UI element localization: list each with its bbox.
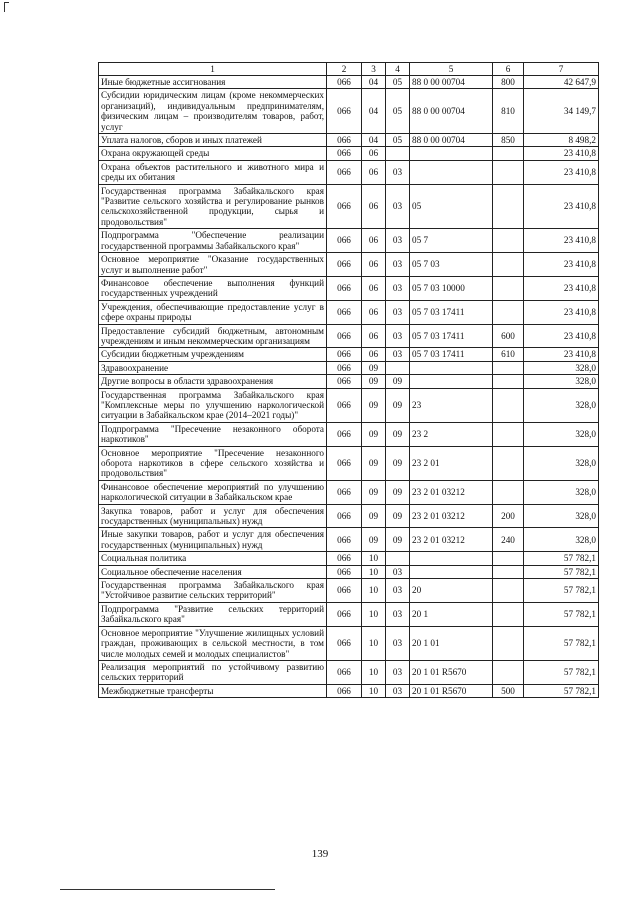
- row-code-cell: 066: [327, 504, 362, 528]
- row-code-cell: 066: [327, 388, 362, 422]
- row-amount-cell: 23 410,8: [524, 253, 599, 277]
- row-expense-type-cell: [493, 160, 524, 184]
- row-name-cell: Субсидии бюджетным учреждениям: [99, 348, 327, 361]
- row-target-cell: [410, 552, 493, 565]
- row-expense-type-cell: [493, 660, 524, 684]
- row-section-cell: 09: [362, 446, 386, 480]
- row-amount-cell: 57 782,1: [524, 684, 599, 697]
- row-amount-cell: 328,0: [524, 528, 599, 552]
- row-subsection-cell: 03: [386, 253, 410, 277]
- row-section-cell: 09: [362, 504, 386, 528]
- row-subsection-cell: 03: [386, 660, 410, 684]
- row-code-cell: 066: [327, 89, 362, 134]
- column-header: 2: [327, 63, 362, 76]
- row-target-cell: 20 1 01: [410, 626, 493, 660]
- row-name-cell: Межбюджетные трансферты: [99, 684, 327, 697]
- row-section-cell: 04: [362, 89, 386, 134]
- row-code-cell: 066: [327, 602, 362, 626]
- row-target-cell: [410, 147, 493, 160]
- row-expense-type-cell: 800: [493, 76, 524, 89]
- table-row: [99, 134, 599, 147]
- row-amount-cell: 23 410,8: [524, 348, 599, 361]
- row-amount-cell: 23 410,8: [524, 147, 599, 160]
- row-expense-type-cell: [493, 480, 524, 504]
- row-name-cell: Предоставление субсидий бюджетным, автономным учреждениям и иным некоммерческим организациям: [99, 324, 327, 348]
- row-target-cell: 05 7 03: [410, 253, 493, 277]
- row-amount-cell: 23 410,8: [524, 184, 599, 229]
- row-expense-type-cell: [493, 184, 524, 229]
- row-section-cell: 10: [362, 660, 386, 684]
- row-expense-type-cell: [493, 388, 524, 422]
- row-section-cell: 10: [362, 684, 386, 697]
- row-expense-type-cell: 240: [493, 528, 524, 552]
- row-amount-cell: 34 149,7: [524, 89, 599, 134]
- row-target-cell: 23 2 01 03212: [410, 480, 493, 504]
- table-row: [99, 480, 599, 504]
- row-section-cell: 09: [362, 375, 386, 388]
- row-section-cell: 06: [362, 160, 386, 184]
- row-code-cell: 066: [327, 660, 362, 684]
- row-subsection-cell: 03: [386, 184, 410, 229]
- row-amount-cell: 328,0: [524, 361, 599, 374]
- table-row: [99, 348, 599, 361]
- row-subsection-cell: 03: [386, 324, 410, 348]
- row-subsection-cell: 09: [386, 375, 410, 388]
- row-subsection-cell: 09: [386, 388, 410, 422]
- row-name-cell: Подпрограмма "Развитие сельских территорий Забайкальского края": [99, 602, 327, 626]
- table-row: [99, 375, 599, 388]
- row-name-cell: Финансовое обеспечение выполнения функций государственных учреждений: [99, 276, 327, 300]
- row-subsection-cell: 03: [386, 229, 410, 253]
- row-subsection-cell: [386, 552, 410, 565]
- table-row: [99, 147, 599, 160]
- row-subsection-cell: 03: [386, 160, 410, 184]
- row-amount-cell: 57 782,1: [524, 602, 599, 626]
- table-row: [99, 184, 599, 229]
- row-amount-cell: 23 410,8: [524, 160, 599, 184]
- row-target-cell: [410, 375, 493, 388]
- row-target-cell: [410, 160, 493, 184]
- row-expense-type-cell: 500: [493, 684, 524, 697]
- row-target-cell: 20 1 01 R5670: [410, 660, 493, 684]
- table-row: [99, 528, 599, 552]
- row-subsection-cell: 05: [386, 89, 410, 134]
- table-header-row: [99, 63, 599, 76]
- table-row: [99, 422, 599, 446]
- table-row: [99, 602, 599, 626]
- row-section-cell: 10: [362, 552, 386, 565]
- row-target-cell: [410, 565, 493, 578]
- column-header: 1: [99, 63, 327, 76]
- row-subsection-cell: 03: [386, 300, 410, 324]
- row-code-cell: 066: [327, 184, 362, 229]
- row-subsection-cell: 05: [386, 76, 410, 89]
- row-amount-cell: 328,0: [524, 446, 599, 480]
- row-section-cell: 04: [362, 76, 386, 89]
- row-code-cell: 066: [327, 375, 362, 388]
- row-target-cell: 20: [410, 579, 493, 603]
- row-amount-cell: 328,0: [524, 375, 599, 388]
- column-header: 7: [524, 63, 599, 76]
- row-code-cell: 066: [327, 422, 362, 446]
- row-section-cell: 09: [362, 528, 386, 552]
- row-subsection-cell: 03: [386, 684, 410, 697]
- row-expense-type-cell: [493, 375, 524, 388]
- row-code-cell: 066: [327, 528, 362, 552]
- row-name-cell: Государственная программа Забайкальского края "Устойчивое развитие сельских территорий": [99, 579, 327, 603]
- row-name-cell: Основное мероприятие "Пресечение незаконного оборота наркотиков в сфере сельского хозяйства и продовольствия": [99, 446, 327, 480]
- row-code-cell: 066: [327, 361, 362, 374]
- row-subsection-cell: 03: [386, 602, 410, 626]
- row-target-cell: 05 7 03 17411: [410, 324, 493, 348]
- row-expense-type-cell: 600: [493, 324, 524, 348]
- row-name-cell: Реализация мероприятий по устойчивому развитию сельских территорий: [99, 660, 327, 684]
- row-subsection-cell: 03: [386, 276, 410, 300]
- row-expense-type-cell: [493, 446, 524, 480]
- row-section-cell: 06: [362, 253, 386, 277]
- row-amount-cell: 23 410,8: [524, 324, 599, 348]
- row-name-cell: Охрана окружающей среды: [99, 147, 327, 160]
- row-code-cell: 066: [327, 229, 362, 253]
- table-row: [99, 300, 599, 324]
- row-expense-type-cell: [493, 147, 524, 160]
- row-name-cell: Уплата налогов, сборов и иных платежей: [99, 134, 327, 147]
- row-name-cell: Закупка товаров, работ и услуг для обеспечения государственных (муниципальных) нужд: [99, 504, 327, 528]
- table-row: [99, 89, 599, 134]
- table-row: [99, 361, 599, 374]
- row-code-cell: 066: [327, 147, 362, 160]
- row-code-cell: 066: [327, 480, 362, 504]
- row-amount-cell: 57 782,1: [524, 565, 599, 578]
- row-target-cell: [410, 361, 493, 374]
- row-name-cell: Основное мероприятие "Улучшение жилищных условий граждан, проживающих в сельской местности, в том числе молодых семей и молодых специалистов": [99, 626, 327, 660]
- row-target-cell: 23 2 01 03212: [410, 528, 493, 552]
- row-expense-type-cell: [493, 276, 524, 300]
- row-target-cell: 05 7 03 17411: [410, 348, 493, 361]
- row-amount-cell: 42 647,9: [524, 76, 599, 89]
- row-target-cell: 23: [410, 388, 493, 422]
- row-section-cell: 09: [362, 361, 386, 374]
- table-row: [99, 160, 599, 184]
- row-name-cell: Подпрограмма "Обеспечение реализации государственной программы Забайкальского края": [99, 229, 327, 253]
- row-code-cell: 066: [327, 134, 362, 147]
- row-target-cell: 20 1 01 R5670: [410, 684, 493, 697]
- row-name-cell: Другие вопросы в области здравоохранения: [99, 375, 327, 388]
- row-target-cell: 20 1: [410, 602, 493, 626]
- row-amount-cell: 328,0: [524, 388, 599, 422]
- row-subsection-cell: [386, 361, 410, 374]
- row-subsection-cell: 09: [386, 422, 410, 446]
- row-target-cell: 05 7 03 17411: [410, 300, 493, 324]
- table-row: [99, 552, 599, 565]
- row-expense-type-cell: 850: [493, 134, 524, 147]
- row-section-cell: 10: [362, 579, 386, 603]
- row-code-cell: 066: [327, 626, 362, 660]
- row-name-cell: Финансовое обеспечение мероприятий по улучшению наркологической ситуации в Забайкальском крае: [99, 480, 327, 504]
- row-target-cell: 88 0 00 00704: [410, 89, 493, 134]
- table-row: [99, 579, 599, 603]
- row-amount-cell: 328,0: [524, 480, 599, 504]
- row-section-cell: 06: [362, 229, 386, 253]
- row-code-cell: 066: [327, 446, 362, 480]
- row-target-cell: 88 0 00 00704: [410, 134, 493, 147]
- table-row: [99, 324, 599, 348]
- column-header: 6: [493, 63, 524, 76]
- table-row: [99, 660, 599, 684]
- row-name-cell: Субсидии юридическим лицам (кроме некоммерческих организаций), индивидуальным предпринимателям, физическим лицам – производителям товаров, работ, услуг: [99, 89, 327, 134]
- row-name-cell: Государственная программа Забайкальского края "Развитие сельского хозяйства и регулирование рынков сельскохозяйственной продукции, сырья и продовольствия": [99, 184, 327, 229]
- row-subsection-cell: 03: [386, 579, 410, 603]
- row-expense-type-cell: [493, 552, 524, 565]
- row-code-cell: 066: [327, 76, 362, 89]
- row-name-cell: Учреждения, обеспечивающие предоставление услуг в сфере охраны природы: [99, 300, 327, 324]
- row-name-cell: Охрана объектов растительного и животного мира и среды их обитания: [99, 160, 327, 184]
- row-target-cell: 05 7: [410, 229, 493, 253]
- row-amount-cell: 328,0: [524, 422, 599, 446]
- row-expense-type-cell: [493, 253, 524, 277]
- table-row: [99, 253, 599, 277]
- row-section-cell: 10: [362, 565, 386, 578]
- row-code-cell: 066: [327, 160, 362, 184]
- row-section-cell: 06: [362, 348, 386, 361]
- table-row: [99, 229, 599, 253]
- row-amount-cell: 8 498,2: [524, 134, 599, 147]
- row-section-cell: 09: [362, 388, 386, 422]
- row-name-cell: Социальная политика: [99, 552, 327, 565]
- page-number: 139: [311, 848, 329, 860]
- row-expense-type-cell: [493, 626, 524, 660]
- table-row: [99, 76, 599, 89]
- row-subsection-cell: 09: [386, 504, 410, 528]
- row-section-cell: 06: [362, 324, 386, 348]
- row-subsection-cell: 03: [386, 565, 410, 578]
- row-expense-type-cell: [493, 602, 524, 626]
- row-section-cell: 06: [362, 276, 386, 300]
- row-amount-cell: 57 782,1: [524, 660, 599, 684]
- row-code-cell: 066: [327, 579, 362, 603]
- row-amount-cell: 57 782,1: [524, 579, 599, 603]
- row-code-cell: 066: [327, 565, 362, 578]
- row-name-cell: Государственная программа Забайкальского края "Комплексные меры по улучшению наркологической ситуации в Забайкальском крае (2014–2021 годы)": [99, 388, 327, 422]
- row-target-cell: 23 2 01 03212: [410, 504, 493, 528]
- row-amount-cell: 23 410,8: [524, 276, 599, 300]
- row-target-cell: 05 7 03 10000: [410, 276, 493, 300]
- row-code-cell: 066: [327, 300, 362, 324]
- row-code-cell: 066: [327, 684, 362, 697]
- row-expense-type-cell: [493, 565, 524, 578]
- table-row: [99, 446, 599, 480]
- table-row: [99, 626, 599, 660]
- row-target-cell: 05: [410, 184, 493, 229]
- row-name-cell: Подпрограмма "Пресечение незаконного оборота наркотиков": [99, 422, 327, 446]
- row-expense-type-cell: 610: [493, 348, 524, 361]
- row-amount-cell: 328,0: [524, 504, 599, 528]
- row-expense-type-cell: [493, 422, 524, 446]
- row-section-cell: 04: [362, 134, 386, 147]
- row-target-cell: 88 0 00 00704: [410, 76, 493, 89]
- row-code-cell: 066: [327, 324, 362, 348]
- row-expense-type-cell: [493, 361, 524, 374]
- row-amount-cell: 23 410,8: [524, 229, 599, 253]
- row-name-cell: Иные бюджетные ассигнования: [99, 76, 327, 89]
- table-body: [99, 76, 599, 698]
- row-section-cell: 06: [362, 147, 386, 160]
- row-amount-cell: 23 410,8: [524, 300, 599, 324]
- row-expense-type-cell: [493, 229, 524, 253]
- row-subsection-cell: 09: [386, 528, 410, 552]
- row-name-cell: Здравоохранение: [99, 361, 327, 374]
- column-header: 3: [362, 63, 386, 76]
- row-section-cell: 09: [362, 480, 386, 504]
- row-expense-type-cell: [493, 300, 524, 324]
- budget-table: [98, 62, 599, 698]
- table-row: [99, 504, 599, 528]
- table-row: [99, 276, 599, 300]
- corner-mark: [4, 2, 9, 12]
- table-row: [99, 684, 599, 697]
- row-expense-type-cell: [493, 579, 524, 603]
- row-target-cell: 23 2 01: [410, 446, 493, 480]
- row-subsection-cell: 05: [386, 134, 410, 147]
- row-code-cell: 066: [327, 348, 362, 361]
- row-amount-cell: 57 782,1: [524, 552, 599, 565]
- row-expense-type-cell: 200: [493, 504, 524, 528]
- footnote-separator: [60, 889, 275, 890]
- row-amount-cell: 57 782,1: [524, 626, 599, 660]
- row-section-cell: 09: [362, 422, 386, 446]
- row-section-cell: 06: [362, 300, 386, 324]
- row-subsection-cell: 09: [386, 446, 410, 480]
- table-row: [99, 565, 599, 578]
- row-subsection-cell: 03: [386, 348, 410, 361]
- table-row: [99, 388, 599, 422]
- row-subsection-cell: 03: [386, 626, 410, 660]
- row-section-cell: 10: [362, 602, 386, 626]
- row-code-cell: 066: [327, 552, 362, 565]
- row-code-cell: 066: [327, 253, 362, 277]
- row-name-cell: Иные закупки товаров, работ и услуг для обеспечения государственных (муниципальных) нужд: [99, 528, 327, 552]
- row-code-cell: 066: [327, 276, 362, 300]
- row-section-cell: 10: [362, 626, 386, 660]
- row-name-cell: Социальное обеспечение населения: [99, 565, 327, 578]
- column-header: 4: [386, 63, 410, 76]
- row-subsection-cell: [386, 147, 410, 160]
- row-subsection-cell: 09: [386, 480, 410, 504]
- row-section-cell: 06: [362, 184, 386, 229]
- row-expense-type-cell: 810: [493, 89, 524, 134]
- column-header: 5: [410, 63, 493, 76]
- row-name-cell: Основное мероприятие "Оказание государственных услуг и выполнение работ": [99, 253, 327, 277]
- row-target-cell: 23 2: [410, 422, 493, 446]
